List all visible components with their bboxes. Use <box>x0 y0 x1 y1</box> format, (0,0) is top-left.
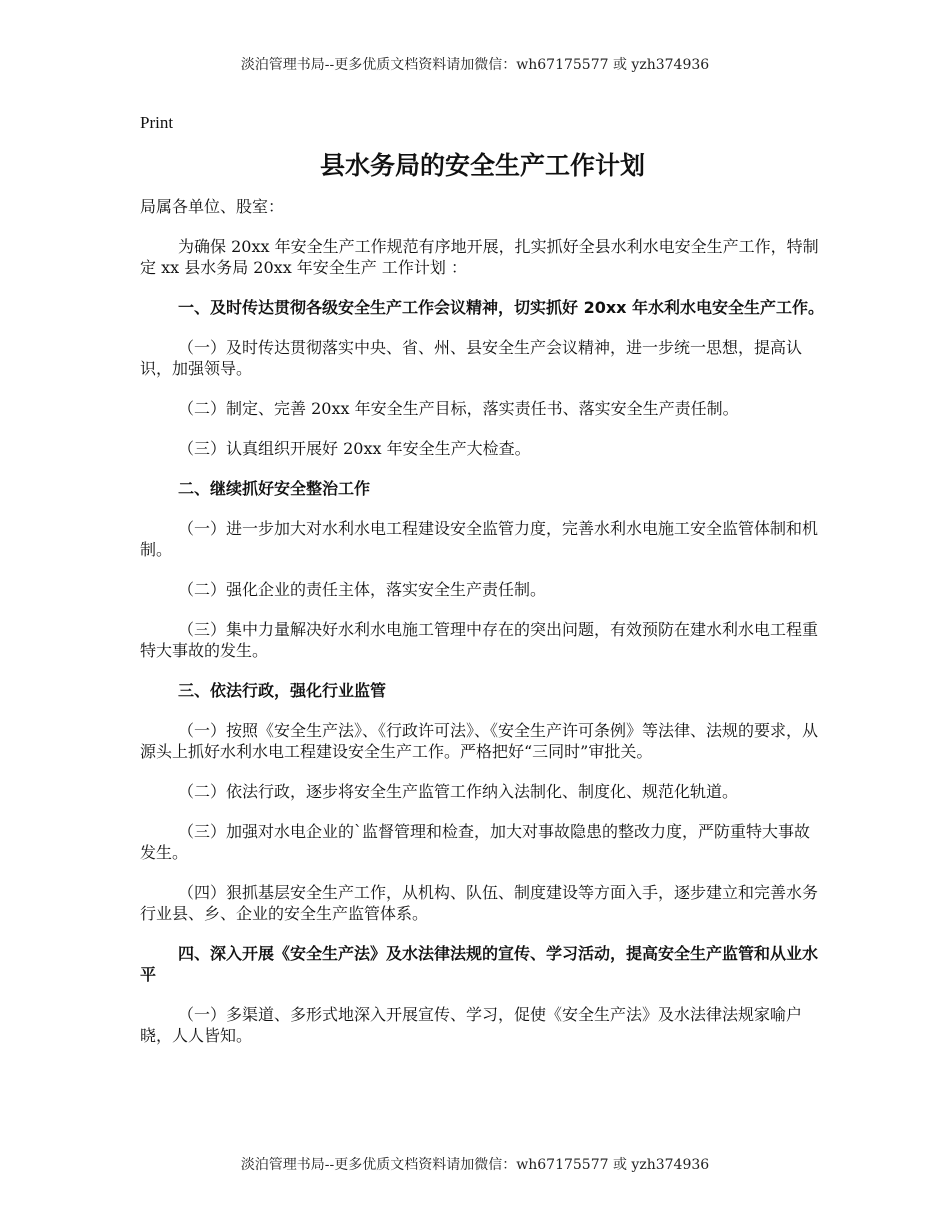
section-item: （一）及时传达贯彻落实中央、省、州、县安全生产会议精神，进一步统一思想，提高认识，加强领导。 <box>140 338 803 378</box>
section-item: （三）加强对水电企业的`监督管理和检查，加大对事故隐患的整改力度，严防重特大事故发生。 <box>140 822 811 862</box>
section-4 <box>140 943 825 1046</box>
section-heading: 三、依法行政，强化行业监管 <box>178 681 387 700</box>
section-item: （四）狠抓基层安全生产工作，从机构、队伍、制度建设等方面入手，逐步建立和完善水务行业县、乡、企业的安全生产监管体系。 <box>140 883 819 923</box>
page-footer-watermark: 淡泊管理书局--更多优质文档资料请加微信：wh67175577 或 yzh374936 <box>240 1157 710 1173</box>
document-body <box>140 112 825 1065</box>
document-title: 县水务局的安全生产工作计划 <box>319 151 645 180</box>
salutation: 局属各单位、股室： <box>140 197 285 216</box>
section-item: （三）集中力量解决好水利水电施工管理中存在的突出问题，有效预防在建水利水电工程重特大事故的发生。 <box>140 620 819 660</box>
section-item: （一）按照《安全生产法》、《行政许可法》、《安全生产许可条例》等法律、法规的要求，从源头上抓好水利水电工程建设安全生产工作。严格把好“三同时”审批关。 <box>140 721 819 761</box>
section-item: （一）多渠道、多形式地深入开展宣传、学习，促使《安全生产法》及水法律法规家喻户晓，人人皆知。 <box>140 1005 803 1045</box>
print-label: Print <box>140 113 174 132</box>
section-3 <box>140 680 825 924</box>
section-item: （二）制定、完善 20xx 年安全生产目标，落实责任书、落实安全生产责任制。 <box>178 399 739 418</box>
section-item: （二）强化企业的责任主体，落实安全生产责任制。 <box>178 580 547 599</box>
section-1 <box>140 297 825 459</box>
intro-paragraph: 为确保 20xx 年安全生产工作规范有序地开展，扎实抓好全县水利水电安全生产工作，特制定 xx 县水务局 20xx 年安全生产 工作计划 ： <box>140 237 819 277</box>
section-heading: 二、继续抓好安全整治工作 <box>178 479 371 498</box>
section-item: （一）进一步加大对水利水电工程建设安全监管力度，完善水利水电施工安全监管体制和机制。 <box>140 519 819 559</box>
section-heading: 四、深入开展《安全生产法》及水法律法规的宣传、学习活动，提高安全生产监管和从业水平 <box>140 944 819 984</box>
section-item: （三）认真组织开展好 20xx 年安全生产大检查。 <box>178 439 531 458</box>
section-item: （二）依法行政，逐步将安全生产监管工作纳入法制化、制度化、规范化轨道。 <box>178 782 739 801</box>
page-header-watermark: 淡泊管理书局--更多优质文档资料请加微信：wh67175577 或 yzh374936 <box>240 57 710 73</box>
section-2 <box>140 478 825 661</box>
section-heading: 一、及时传达贯彻各级安全生产工作会议精神，切实抓好 20xx 年水利水电安全生产工作。 <box>178 298 825 317</box>
